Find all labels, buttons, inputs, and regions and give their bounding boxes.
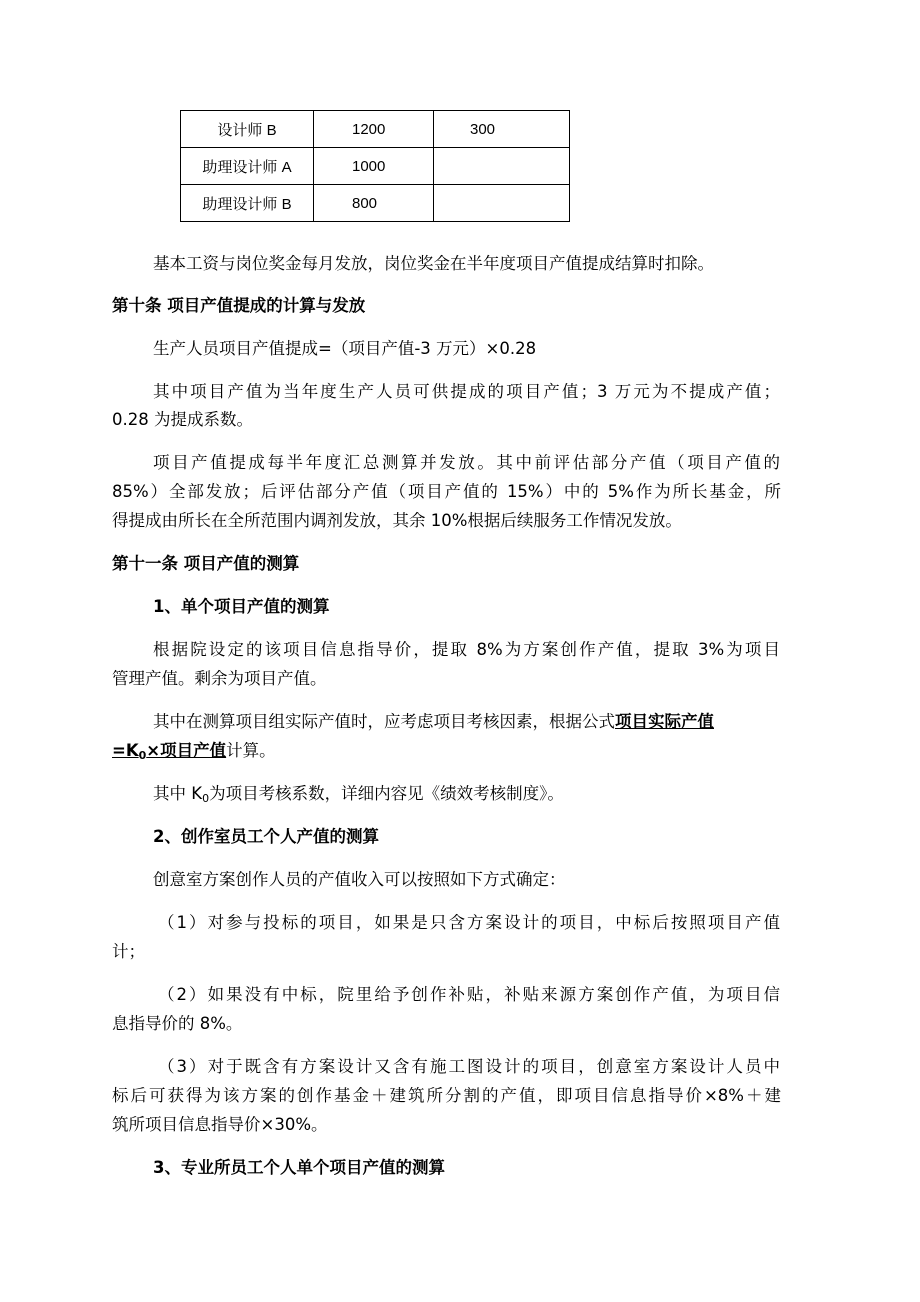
table-cell-title: 助理设计师 A: [181, 148, 314, 185]
paragraph-creative-intro: 创意室方案创作人员的产值收入可以按照如下方式确定：: [153, 870, 566, 889]
paragraph-distribution-line-3: 得提成由所长在全所范围内调剂发放，其余 10%根据后续服务工作情况发放。: [112, 511, 682, 530]
paragraph-note-line-2: 0.28 为提成系数。: [112, 410, 253, 429]
paragraph-note-line-1: 其中项目产值为当年度生产人员可供提成的项目产值；3 万元为不提成产值；: [153, 382, 780, 401]
k0-text-suffix: 计算。: [226, 741, 276, 760]
table-cell-title: 设计师 B: [181, 111, 314, 148]
k0-text-prefix: 其中在测算项目组实际产值时，应考虑项目考核因素，根据公式: [153, 712, 615, 731]
subheading-creative-staff: 2、创作室员工个人产值的测算: [153, 827, 379, 846]
table-cell-title: 助理设计师 B: [181, 185, 314, 222]
subheading-professional-staff: 3、专业所员工个人单个项目产值的测算: [153, 1158, 445, 1177]
paragraph-single-line-1: 根据院设定的该项目信息指导价，提取 8%为方案创作产值，提取 3%为项目: [153, 640, 780, 659]
paragraph-single-line-2: 管理产值。剩余为项目产值。: [112, 669, 327, 688]
salary-table: [180, 110, 570, 222]
paragraph-distribution-line-1: 项目产值提成每半年度汇总测算并发放。其中前评估部分产值（项目产值的: [153, 453, 780, 472]
table-cell-bonus: [434, 185, 570, 222]
paragraph-k0-definition: [153, 782, 833, 806]
formula-k0-equals: =K: [112, 741, 139, 760]
item-1-line-1: （1）对参与投标的项目，如果是只含方案设计的项目，中标后按照项目产值: [158, 913, 780, 932]
heading-article-11: 第十一条 项目产值的测算: [112, 554, 300, 573]
table-cell-base: 800: [314, 185, 434, 222]
k0def-prefix: 其中 K: [153, 784, 203, 803]
item-1-line-2: 计；: [112, 942, 145, 961]
table-row: [181, 185, 570, 222]
paragraph-distribution-line-2: 85%）全部发放；后评估部分产值（项目产值的 15%）中的 5%作为所长基金，所: [112, 482, 781, 501]
table-cell-bonus: [434, 148, 570, 185]
item-2-line-2: 息指导价的 8%。: [112, 1014, 243, 1033]
table-cell-bonus: 300: [434, 111, 570, 148]
heading-article-10: 第十条 项目产值提成的计算与发放: [112, 296, 366, 315]
formula-k0-subscript: 0: [138, 749, 147, 762]
formula-actual-value: 项目实际产值: [615, 712, 714, 731]
paragraph-k0-line-2: [112, 739, 792, 763]
table-row: [181, 148, 570, 185]
table-cell-base: 1200: [314, 111, 434, 148]
item-3-line-3: 筑所项目信息指导价×30%。: [112, 1115, 328, 1134]
k0def-subscript: 0: [202, 792, 210, 805]
item-2-line-1: （2）如果没有中标，院里给予创作补贴，补贴来源方案创作产值，为项目信: [158, 985, 780, 1004]
k0def-suffix: 为项目考核系数，详细内容见《绩效考核制度》。: [209, 784, 564, 803]
paragraph-salary: 基本工资与岗位奖金每月发放，岗位奖金在半年度项目产值提成结算时扣除。: [153, 254, 714, 273]
item-3-line-2: 标后可获得为该方案的创作基金＋建筑所分割的产值，即项目信息指导价×8%＋建: [112, 1086, 781, 1105]
paragraph-formula: 生产人员项目产值提成=（项目产值-3 万元）×0.28: [153, 339, 537, 358]
subheading-single-project: 1、单个项目产值的测算: [153, 597, 330, 616]
item-3-line-1: （3）对于既含有方案设计又含有施工图设计的项目，创意室方案设计人员中: [158, 1057, 780, 1076]
formula-times-project-value: ×项目产值: [146, 741, 227, 760]
table-row: [181, 111, 570, 148]
table-cell-base: 1000: [314, 148, 434, 185]
paragraph-k0-line-1: [153, 710, 833, 734]
